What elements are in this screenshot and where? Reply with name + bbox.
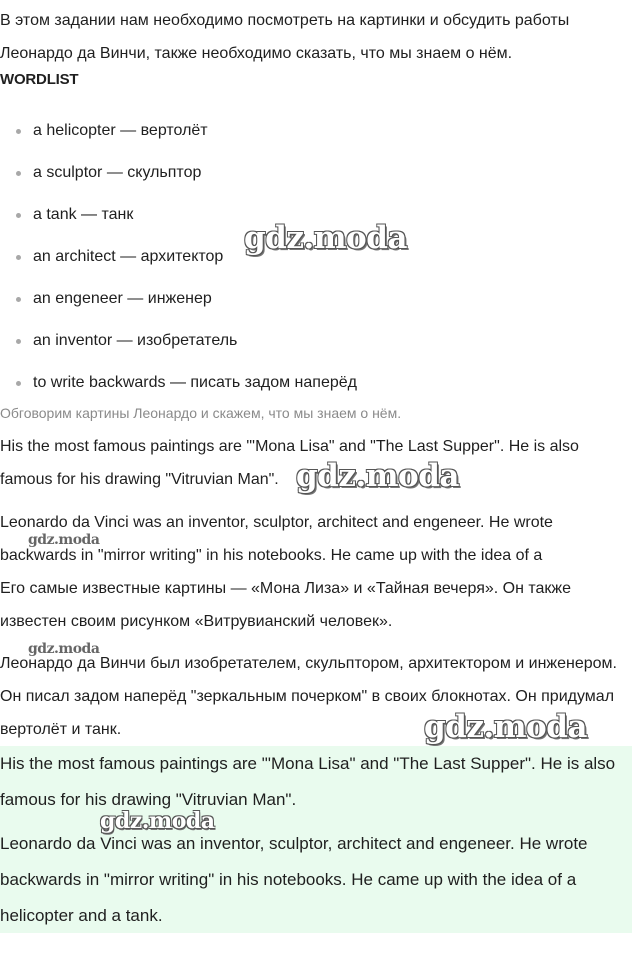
list-item bbox=[0, 152, 357, 194]
bullet-icon bbox=[16, 171, 21, 176]
watermark: gdz.moda bbox=[28, 641, 100, 657]
paragraph-english-1: His the most famous paintings are "'Mona Lisa" and "The Last Supper". He is also famous for his drawing "Vitruvian Man". bbox=[0, 438, 579, 488]
wordlist bbox=[0, 110, 357, 404]
list-item-text: a tank — танк bbox=[33, 206, 134, 223]
bullet-icon bbox=[16, 381, 21, 386]
watermark: gdz.moda bbox=[100, 808, 215, 834]
paragraph-russian-2: Леонардо да Винчи был изобретателем, скульптором, архитектором и инженером. Он писал задом наперёд "зеркальным почерком" в своих блокнотах. Он придумал вертолёт и танк. bbox=[0, 655, 617, 738]
watermark: gdz.moda bbox=[244, 220, 407, 256]
list-item-text: an architect — архитектор bbox=[33, 248, 224, 265]
paragraph-english-2: Leonardo da Vinci was an inventor, sculptor, architect and engeneer. He wrote backwards in "mirror writing" in his notebooks. He came up with the idea of a bbox=[0, 514, 553, 564]
wordlist-heading: WORDLIST bbox=[0, 71, 79, 88]
watermark: gdz.moda bbox=[28, 532, 100, 548]
list-item-text: a helicopter — вертолёт bbox=[33, 122, 208, 139]
list-item bbox=[0, 110, 357, 152]
bullet-icon bbox=[16, 129, 21, 134]
list-item-text: to write backwards — писать задом наперёд bbox=[33, 374, 357, 391]
list-item bbox=[0, 236, 357, 278]
bullet-icon bbox=[16, 339, 21, 344]
list-item bbox=[0, 320, 357, 362]
watermark: gdz.moda bbox=[296, 458, 459, 494]
list-item bbox=[0, 362, 357, 404]
bullet-icon bbox=[16, 297, 21, 302]
paragraph-russian-1: Его самые известные картины — «Мона Лиза» и «Тайная вечеря». Он также известен своим рисунком «Витрувианский человек». bbox=[0, 580, 572, 630]
list-item-text: an inventor — изобретатель bbox=[33, 332, 238, 349]
bullet-icon bbox=[16, 213, 21, 218]
list-item bbox=[0, 278, 357, 320]
intro-text: В этом задании нам необходимо посмотреть на картинки и обсудить работы Леонардо да Винчи, также необходимо сказать, что мы знаем о нём. bbox=[0, 12, 570, 62]
bullet-icon bbox=[16, 255, 21, 260]
list-item-text: a sculptor — скульптор bbox=[33, 164, 202, 181]
instruction-note: Обговорим картины Леонардо и скажем, что мы знаем о нём. bbox=[0, 405, 402, 421]
watermark: gdz.moda bbox=[424, 709, 587, 745]
answer-paragraph-2: Leonardo da Vinci was an inventor, sculptor, architect and engeneer. He wrote backwards in "mirror writing" in his notebooks. He came up with the idea of a helicopter and a tank. bbox=[0, 834, 588, 925]
answer-paragraph-1: His the most famous paintings are "'Mona Lisa" and "The Last Supper". He is also famous for his drawing "Vitruvian Man". bbox=[0, 754, 616, 809]
list-item-text: an engeneer — инженер bbox=[33, 290, 212, 307]
list-item bbox=[0, 194, 357, 236]
